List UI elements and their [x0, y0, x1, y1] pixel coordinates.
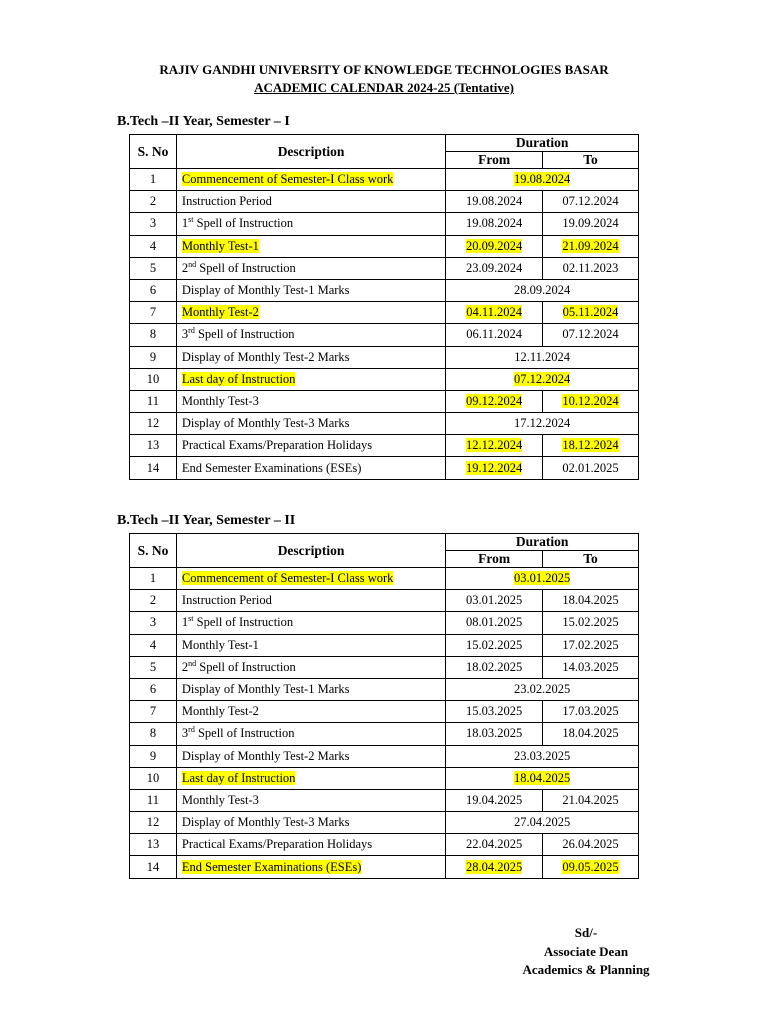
description-cell: [176, 390, 445, 412]
description-text: [182, 194, 272, 208]
table-row: [130, 413, 639, 435]
from-header: From: [446, 551, 543, 568]
description-cell: [176, 324, 445, 346]
signature-block: [506, 924, 666, 980]
from-date-cell: [446, 191, 543, 213]
description-label: Display of Monthly Test-3 Marks: [181, 416, 350, 431]
ordinal-number: 2: [181, 659, 189, 674]
description-text: [182, 749, 350, 763]
to-header: To: [543, 551, 639, 568]
serial-number: 14: [130, 856, 177, 878]
ordinal-number: 2: [181, 260, 189, 275]
from-date-cell: [446, 302, 543, 324]
description-label: Monthly Test-1: [181, 637, 259, 652]
from-date-cell: [446, 612, 543, 634]
ordinal-suffix: rd: [188, 725, 195, 735]
description-label: Display of Monthly Test-2 Marks: [181, 349, 350, 364]
description-text: [182, 593, 272, 607]
description-label: Spell of Instruction: [194, 327, 295, 342]
description-label: Monthly Test-2: [181, 704, 259, 719]
description-text: [182, 615, 293, 629]
from-date-cell: [446, 856, 543, 878]
to-date-cell: [543, 723, 639, 745]
single-date: 03.01.2025: [513, 571, 571, 586]
table-row: [130, 612, 639, 634]
description-label: Instruction Period: [181, 593, 272, 608]
from-date: 19.08.2024: [466, 216, 523, 231]
description-text: [182, 327, 295, 341]
table-row: [130, 346, 639, 368]
single-date-cell: [446, 812, 639, 834]
semester-2-title: B.Tech –II Year, Semester – II: [117, 513, 296, 528]
from-date-cell: [446, 590, 543, 612]
description-cell: [176, 634, 445, 656]
description-label: Instruction Period: [181, 194, 272, 209]
serial-number: 4: [130, 235, 177, 257]
to-date-cell: [543, 257, 639, 279]
serial-number: 12: [130, 413, 177, 435]
from-date: 15.03.2025: [466, 704, 523, 719]
semester-1-table: [129, 134, 639, 480]
single-date-cell: [446, 678, 639, 700]
to-date: 26.04.2025: [562, 837, 619, 852]
to-date-cell: [543, 302, 639, 324]
from-date-cell: [446, 834, 543, 856]
to-date-cell: [543, 390, 639, 412]
description-label: Commencement of Semester-I Class work: [181, 172, 394, 187]
semester-1-title: B.Tech –II Year, Semester – I: [117, 114, 290, 129]
table-row: [130, 169, 639, 191]
description-text: [182, 394, 259, 408]
single-date-cell: [446, 767, 639, 789]
description-text: [182, 793, 259, 807]
description-text: [182, 682, 350, 696]
from-date: 19.08.2024: [466, 194, 523, 209]
table-row: [130, 279, 639, 301]
single-date-cell: [446, 368, 639, 390]
description-text: [182, 837, 372, 851]
description-cell: [176, 612, 445, 634]
description-text: [182, 438, 372, 452]
to-header: To: [543, 152, 639, 169]
description-label: Display of Monthly Test-2 Marks: [181, 748, 350, 763]
description-cell: [176, 856, 445, 878]
description-label: Spell of Instruction: [196, 659, 296, 674]
serial-number: 10: [130, 767, 177, 789]
signature-department: Academics & Planning: [522, 962, 650, 977]
to-date: 18.04.2025: [562, 593, 619, 608]
description-cell: [176, 368, 445, 390]
from-date: 04.11.2024: [466, 305, 523, 320]
serial-number: 3: [130, 213, 177, 235]
description-cell: [176, 789, 445, 811]
single-date-cell: [446, 169, 639, 191]
from-date-cell: [446, 324, 543, 346]
from-date-cell: [446, 634, 543, 656]
signature-designation: Associate Dean: [543, 943, 629, 959]
table-row: [130, 745, 639, 767]
duration-header: Duration: [446, 135, 639, 152]
table-header-row: [130, 534, 639, 551]
description-cell: [176, 812, 445, 834]
description-cell: [176, 745, 445, 767]
description-cell: [176, 302, 445, 324]
single-date-cell: [446, 279, 639, 301]
to-date: 19.09.2024: [562, 216, 619, 231]
description-text: [182, 815, 350, 829]
to-date: 07.12.2024: [562, 327, 619, 342]
single-date: 23.03.2025: [513, 748, 571, 763]
description-label: Display of Monthly Test-3 Marks: [181, 815, 350, 830]
to-date: 02.01.2025: [562, 460, 619, 475]
from-header: From: [446, 152, 543, 169]
serial-number: 1: [130, 169, 177, 191]
description-cell: [176, 235, 445, 257]
semester-2-table: [129, 533, 639, 879]
description-cell: [176, 213, 445, 235]
description-cell: [176, 678, 445, 700]
serial-number: 8: [130, 324, 177, 346]
from-date-cell: [446, 235, 543, 257]
serial-number: 13: [130, 834, 177, 856]
description-text: [182, 372, 296, 386]
description-cell: [176, 257, 445, 279]
description-text: [182, 771, 296, 785]
serial-number: 8: [130, 723, 177, 745]
single-date: 07.12.2024: [513, 371, 571, 386]
description-cell: [176, 568, 445, 590]
serial-number: 3: [130, 612, 177, 634]
description-cell: [176, 590, 445, 612]
serial-number: 13: [130, 435, 177, 457]
from-date-cell: [446, 723, 543, 745]
description-label: Spell of Instruction: [196, 260, 296, 275]
serial-number: 14: [130, 457, 177, 479]
description-cell: [176, 656, 445, 678]
table-row: [130, 701, 639, 723]
table-row: [130, 812, 639, 834]
serial-number: 9: [130, 346, 177, 368]
single-date: 27.04.2025: [513, 815, 571, 830]
table-row: [130, 235, 639, 257]
description-cell: [176, 279, 445, 301]
description-label: Monthly Test-2: [181, 305, 259, 320]
description-label: Last day of Instruction: [181, 371, 296, 386]
table-row: [130, 435, 639, 457]
serial-number: 5: [130, 656, 177, 678]
single-date: 12.11.2024: [514, 349, 570, 364]
description-text: [182, 638, 259, 652]
table-row: [130, 324, 639, 346]
table-row: [130, 723, 639, 745]
description-label: Monthly Test-3: [181, 393, 259, 408]
description-cell: [176, 457, 445, 479]
ordinal-number: 3: [181, 726, 189, 741]
calendar-title: ACADEMIC CALENDAR 2024-25 (Tentative): [254, 80, 514, 95]
to-date-cell: [543, 191, 639, 213]
description-text: [182, 239, 259, 253]
description-label: Monthly Test-3: [181, 792, 259, 807]
description-cell: [176, 346, 445, 368]
table-row: [130, 568, 639, 590]
table-row: [130, 390, 639, 412]
description-text: [182, 461, 361, 475]
description-cell: [176, 435, 445, 457]
description-label: Display of Monthly Test-1 Marks: [181, 682, 350, 697]
serial-number: 12: [130, 812, 177, 834]
duration-header: Duration: [446, 534, 639, 551]
from-date-cell: [446, 789, 543, 811]
sno-header: S. No: [130, 135, 177, 169]
description-label: Spell of Instruction: [193, 615, 294, 630]
description-text: [182, 283, 350, 297]
table-row: [130, 634, 639, 656]
table-row: [130, 789, 639, 811]
serial-number: 7: [130, 701, 177, 723]
description-label: End Semester Examinations (ESEs): [181, 859, 362, 874]
ordinal-suffix: st: [188, 215, 194, 225]
description-label: Spell of Instruction: [193, 216, 294, 231]
to-date-cell: [543, 590, 639, 612]
to-date-cell: [543, 656, 639, 678]
description-cell: [176, 191, 445, 213]
from-date-cell: [446, 213, 543, 235]
description-text: [182, 860, 361, 874]
from-date: 19.04.2025: [466, 792, 523, 807]
serial-number: 4: [130, 634, 177, 656]
from-date: 15.02.2025: [466, 637, 523, 652]
serial-number: 10: [130, 368, 177, 390]
table-row: [130, 834, 639, 856]
description-cell: [176, 701, 445, 723]
from-date: 08.01.2025: [466, 615, 523, 630]
description-text: [182, 350, 350, 364]
serial-number: 2: [130, 590, 177, 612]
from-date: 23.09.2024: [466, 260, 523, 275]
to-date: 15.02.2025: [562, 615, 619, 630]
from-date: 12.12.2024: [466, 438, 523, 453]
table-row: [130, 656, 639, 678]
table-row: [130, 856, 639, 878]
from-date: 28.04.2025: [466, 859, 523, 874]
to-date: 10.12.2024: [562, 393, 619, 408]
to-date: 02.11.2023: [562, 260, 619, 275]
to-date-cell: [543, 701, 639, 723]
description-label: Monthly Test-1: [181, 238, 259, 253]
ordinal-number: 1: [181, 615, 189, 630]
from-date-cell: [446, 701, 543, 723]
ordinal-suffix: rd: [188, 326, 195, 336]
serial-number: 9: [130, 745, 177, 767]
to-date-cell: [543, 634, 639, 656]
description-text: [182, 660, 296, 674]
table-row: [130, 191, 639, 213]
description-text: [182, 704, 259, 718]
description-label: Spell of Instruction: [194, 726, 295, 741]
description-cell: [176, 169, 445, 191]
table-header-row: [130, 135, 639, 152]
description-text: [182, 172, 394, 186]
single-date: 28.09.2024: [513, 283, 571, 298]
serial-number: 11: [130, 390, 177, 412]
to-date: 14.03.2025: [562, 659, 619, 674]
from-date-cell: [446, 435, 543, 457]
serial-number: 5: [130, 257, 177, 279]
single-date: 19.08.2024: [513, 172, 571, 187]
from-date: 18.02.2025: [466, 659, 523, 674]
table-row: [130, 457, 639, 479]
from-date: 19.12.2024: [466, 460, 523, 475]
table-row: [130, 257, 639, 279]
document-header: [0, 61, 768, 97]
serial-number: 6: [130, 678, 177, 700]
from-date: 22.04.2025: [466, 837, 523, 852]
to-date: 17.03.2025: [562, 704, 619, 719]
description-label: End Semester Examinations (ESEs): [181, 460, 362, 475]
single-date: 18.04.2025: [513, 770, 571, 785]
description-text: [182, 261, 296, 275]
description-header: Description: [176, 135, 445, 169]
single-date: 17.12.2024: [513, 416, 571, 431]
signature-sd: Sd/-: [574, 925, 598, 940]
description-text: [182, 726, 295, 740]
description-cell: [176, 413, 445, 435]
ordinal-suffix: nd: [188, 259, 197, 269]
single-date: 23.02.2025: [513, 682, 571, 697]
from-date: 09.12.2024: [466, 393, 523, 408]
table-row: [130, 678, 639, 700]
description-label: Display of Monthly Test-1 Marks: [181, 283, 350, 298]
to-date: 07.12.2024: [562, 194, 619, 209]
ordinal-number: 3: [181, 327, 189, 342]
table-row: [130, 302, 639, 324]
ordinal-suffix: nd: [188, 658, 197, 668]
table-row: [130, 767, 639, 789]
ordinal-suffix: st: [188, 614, 194, 624]
from-date: 20.09.2024: [466, 238, 523, 253]
from-date-cell: [446, 390, 543, 412]
single-date-cell: [446, 568, 639, 590]
sno-header: S. No: [130, 534, 177, 568]
to-date: 17.02.2025: [562, 637, 619, 652]
description-cell: [176, 834, 445, 856]
to-date-cell: [543, 324, 639, 346]
single-date-cell: [446, 413, 639, 435]
to-date-cell: [543, 834, 639, 856]
description-header: Description: [176, 534, 445, 568]
from-date-cell: [446, 656, 543, 678]
to-date-cell: [543, 612, 639, 634]
ordinal-number: 1: [181, 216, 189, 231]
description-cell: [176, 723, 445, 745]
description-text: [182, 305, 259, 319]
to-date-cell: [543, 856, 639, 878]
to-date: 09.05.2025: [562, 859, 619, 874]
serial-number: 11: [130, 789, 177, 811]
serial-number: 7: [130, 302, 177, 324]
table-row: [130, 368, 639, 390]
to-date: 21.09.2024: [562, 238, 619, 253]
table-row: [130, 213, 639, 235]
to-date-cell: [543, 213, 639, 235]
description-text: [182, 216, 293, 230]
to-date: 21.04.2025: [562, 792, 619, 807]
to-date: 05.11.2024: [562, 305, 619, 320]
university-name: RAJIV GANDHI UNIVERSITY OF KNOWLEDGE TECHNOLOGIES BASAR: [159, 62, 609, 77]
to-date-cell: [543, 235, 639, 257]
single-date-cell: [446, 346, 639, 368]
description-label: Practical Exams/Preparation Holidays: [181, 837, 373, 852]
to-date: 18.12.2024: [562, 438, 619, 453]
serial-number: 6: [130, 279, 177, 301]
to-date-cell: [543, 457, 639, 479]
description-text: [182, 416, 350, 430]
to-date: 18.04.2025: [562, 726, 619, 741]
from-date: 03.01.2025: [466, 593, 523, 608]
from-date: 06.11.2024: [466, 327, 523, 342]
description-text: [182, 571, 394, 585]
description-label: Practical Exams/Preparation Holidays: [181, 438, 373, 453]
from-date-cell: [446, 457, 543, 479]
description-label: Commencement of Semester-I Class work: [181, 571, 394, 586]
from-date-cell: [446, 257, 543, 279]
description-cell: [176, 767, 445, 789]
single-date-cell: [446, 745, 639, 767]
to-date-cell: [543, 789, 639, 811]
from-date: 18.03.2025: [466, 726, 523, 741]
table-row: [130, 590, 639, 612]
serial-number: 2: [130, 191, 177, 213]
description-label: Last day of Instruction: [181, 770, 296, 785]
to-date-cell: [543, 435, 639, 457]
serial-number: 1: [130, 568, 177, 590]
